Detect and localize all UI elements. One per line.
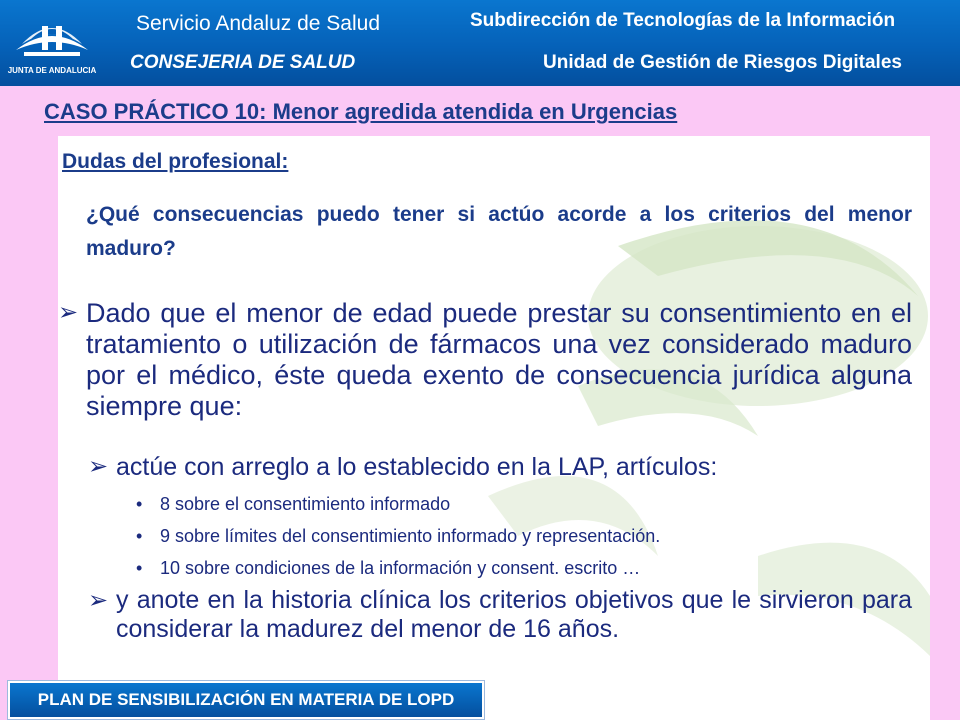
junta-andalucia-logo bbox=[4, 4, 100, 82]
list-item: • 8 sobre el consentimiento informado bbox=[136, 488, 926, 520]
subtitle: Dudas del profesional: bbox=[62, 150, 289, 173]
bullet-dot-icon: • bbox=[136, 526, 143, 546]
bullet-dot-icon: • bbox=[136, 558, 143, 578]
bullet-dot-icon: • bbox=[136, 494, 143, 514]
left-side-band bbox=[0, 136, 58, 720]
header-bar bbox=[0, 0, 960, 86]
point-3-text: y anote en la historia clínica los criterios objetivos que le sirvieron para considerar la madurez del menor de 16 años. bbox=[116, 586, 912, 643]
right-side-band bbox=[930, 136, 960, 720]
point-1-text: Dado que el menor de edad puede prestar su consentimiento en el tratamiento o utilización de fármacos una vez considerado maduro por el médico, éste queda exento de consecuencia jurídica alguna siempre que: bbox=[86, 298, 912, 421]
slide-title: CASO PRÁCTICO 10: Menor agredida atendida en Urgencias bbox=[44, 99, 678, 124]
point-2-text: actúe con arreglo a lo establecido en la LAP, artículos: bbox=[116, 453, 718, 481]
arrow-bullet-icon: ➢ bbox=[88, 453, 109, 480]
list-item: • 10 sobre condiciones de la información y consent. escrito … bbox=[136, 552, 926, 584]
header-service-name: Servicio Andaluz de Salud bbox=[136, 12, 380, 35]
header-unidad: Unidad de Gestión de Riesgos Digitales bbox=[543, 52, 902, 73]
question-text: ¿Qué consecuencias puedo tener si actúo acorde a los criterios del menor maduro? bbox=[86, 203, 912, 260]
logo-caption: JUNTA DE ANDALUCIA bbox=[7, 66, 97, 75]
arrow-bullet-icon: ➢ bbox=[58, 299, 79, 326]
header-consejeria: CONSEJERIA DE SALUD bbox=[130, 52, 356, 73]
header-subdireccion: Subdirección de Tecnologías de la Información bbox=[470, 10, 896, 31]
footer-banner bbox=[8, 681, 484, 719]
list-item: • 9 sobre límites del consentimiento informado y representación. bbox=[136, 520, 926, 552]
article-list bbox=[136, 488, 926, 584]
footer-label: PLAN DE SENSIBILIZACIÓN EN MATERIA DE LOPD bbox=[37, 690, 455, 709]
arrow-bullet-icon: ➢ bbox=[88, 587, 109, 614]
